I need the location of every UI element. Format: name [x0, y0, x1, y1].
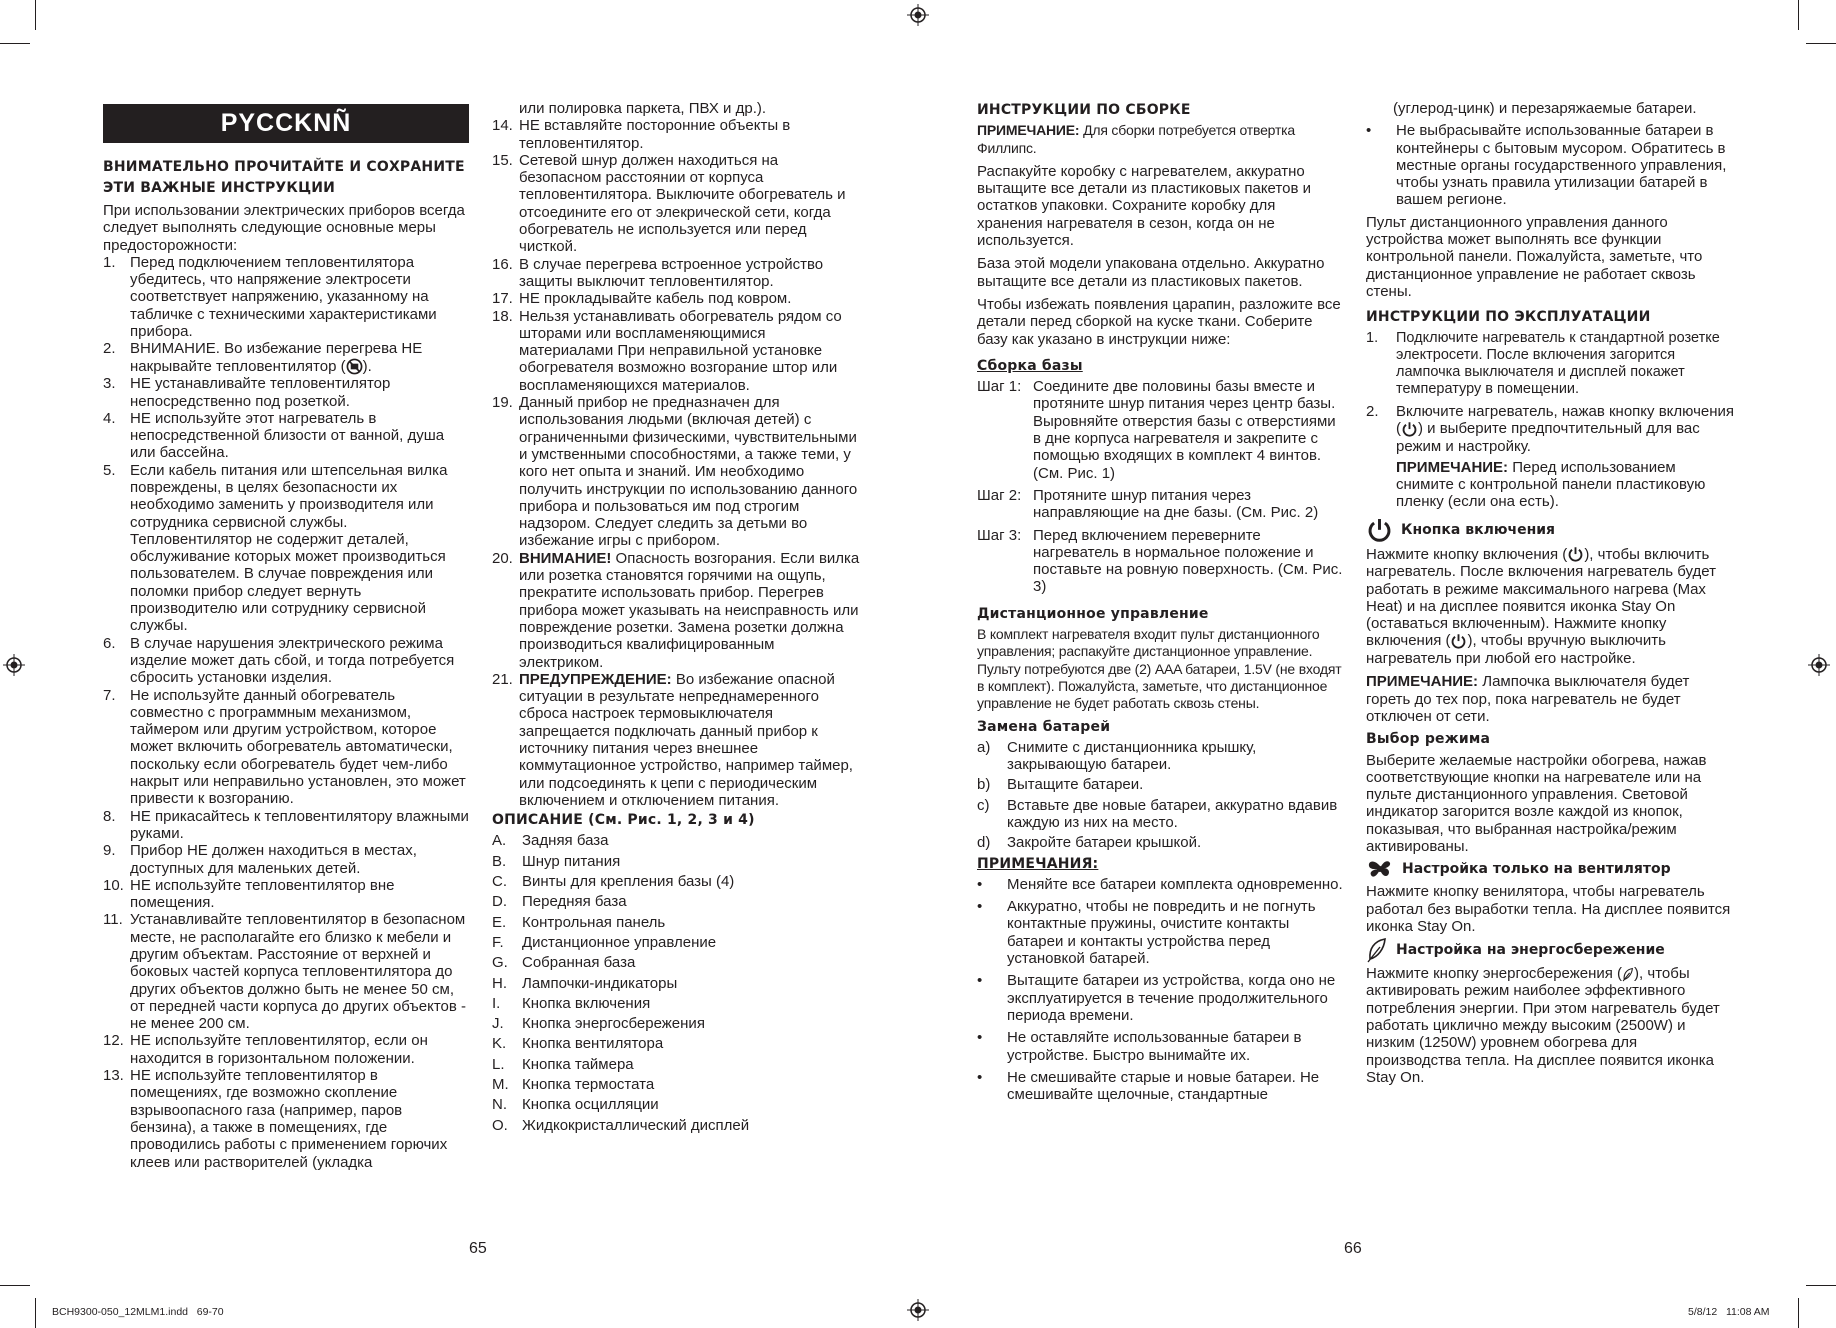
list-item: 1. Перед подключением тепловентилятора убедитесь, что напряжение электросети соответствует напряжению, указанному на табличке с техническими характеристиками прибора. — [103, 253, 437, 341]
no-cover-icon — [346, 358, 363, 375]
fan-paragraph: Нажмите кнопку венилятора, чтобы нагреватель работал без выработки тепла. На дисплее появится иконка Stay On. — [1366, 883, 1731, 935]
list-item: 2. ВНИМАНИЕ. Во избежание перегрева НЕ накрывайте тепловентилятор ( ). — [103, 340, 423, 375]
power-icon — [1567, 546, 1584, 563]
left-page-column-2 — [492, 100, 862, 1137]
crop-mark — [0, 43, 30, 44]
list-item: • Аккуратно, чтобы не повредить и не погнуть контактные пружины, очистите контакты батареи и контакты устройства перед установкой батарей. — [977, 898, 1316, 968]
safety-list-part2 — [492, 117, 862, 809]
registration-mark-icon — [3, 654, 25, 676]
left-page-column-1 — [103, 98, 469, 1171]
list-item: 10. НЕ используйте тепловентилятор вне помещения. — [103, 876, 395, 912]
list-item: O. Жидкокристаллический дисплей — [492, 1116, 750, 1134]
list-item: A. Задняя база — [492, 832, 609, 850]
list-item: 9. Прибор НЕ должен находиться в местах, доступных для маленьких детей. — [103, 842, 417, 877]
eco-paragraph: Нажмите кнопку энергосбережения ( ), чтобы активировать режим наиболее эффективного потребления энергии. При этом нагреватель будет работать циклично между высоким (2500W) и низким (1250W) уровнем обогрева для производства тепла. На дисплее появится иконка Stay On. — [1366, 965, 1720, 1086]
registration-mark-icon — [1808, 654, 1830, 676]
crop-mark — [1806, 43, 1836, 44]
mode-heading: Выбор режима — [1366, 731, 1491, 748]
eco-heading: Настройка на энергосбережение — [1366, 937, 1736, 963]
list-item: E. Контрольная панель — [492, 913, 666, 931]
list-item: J. Кнопка энергосбережения — [492, 1015, 705, 1033]
list-item: 12. НЕ используйте тепловентилятор, если он находится в горизонтальном положении. — [103, 1032, 428, 1067]
power-icon — [1366, 517, 1393, 544]
list-item: • Меняйте все батареи комплекта одновременно. — [977, 875, 1343, 893]
power-note: ПРИМЕЧАНИЕ: Лампочка выключателя будет гореть до тех пор, пока нагреватель не будет отключен от сети. — [1366, 673, 1690, 725]
list-item: d) Закройте батареи крышкой. — [977, 834, 1202, 852]
leaf-icon — [1366, 937, 1388, 963]
language-banner: PYCCKNÑ — [103, 104, 469, 143]
list-item: Шаг 1: Соедините две половины базы вместе и протяните шнур питания через центр базы. Выровняйте отверстия базы с отверстиями в дне корпуса нагревателя и закрепите с помощью входящих в комплект 4 винтов. (См. Рис. 1) — [977, 378, 1336, 482]
list-item: D. Передняя база — [492, 893, 627, 911]
list-item: 18. Нельзя устанавливать обогреватель рядом со шторами или воспламеняющимися материалами При неправильной установке обогревателя возможно возгорание штор или воспламеняющихся материалов. — [492, 307, 842, 394]
registration-mark-icon — [907, 4, 929, 26]
list-item: F. Дистанционное управление — [492, 933, 717, 951]
registration-mark-icon — [907, 1299, 929, 1321]
crop-mark — [35, 0, 36, 30]
assembly-paragraph: База этой модели упакована отдельно. Аккуратно вытащите все детали из пластиковых пакетов. — [977, 255, 1325, 290]
notes-list-continued — [1366, 122, 1736, 208]
list-item: G. Собранная база — [492, 954, 636, 972]
power-paragraph: Нажмите кнопку включения ( ), чтобы включить нагреватель. После включения нагреватель будет работать в режиме максимального нагрева (Max Heat) и на дисплее появится иконка Stay On (оставаться включенным). Нажмите кнопку включения ( ), чтобы вручную выключить нагреватель при любой его настройке. — [1366, 545, 1717, 668]
footer-date: 5/8/12 11:08 AM — [1688, 1306, 1770, 1318]
description-list — [492, 832, 862, 1133]
crop-mark — [1798, 0, 1799, 30]
safety-list-part1 — [103, 254, 469, 1171]
power-icon — [1401, 421, 1418, 438]
list-item: L. Кнопка таймера — [492, 1055, 634, 1073]
page-number-left: 65 — [469, 1240, 487, 1257]
crop-mark — [0, 1285, 30, 1286]
list-item: M. Кнопка термостата — [492, 1076, 655, 1094]
list-item: • Не оставляйте использованные батареи в устройстве. Быстро вынимайте их. — [977, 1029, 1302, 1064]
list-item: 20. ВНИМАНИЕ! Опасность возгорания. Если вилка или розетка становятся горячими на ощупь, прекратите использовать прибор. Перегрев прибора может указывать на неисправность или повреждение розетки. Замена розетки должна производиться квалифицированным электриком. — [492, 549, 860, 671]
fan-heading: Настройка только на вентилятор — [1366, 857, 1736, 881]
list-item: 21. ПРЕДУПРЕЖДЕНИЕ: Во избежание опасной ситуации в результате непреднамеренного сброса настроек термовыключателя запрещается подключать данный прибор к источнику питания через внешнее коммутационное устройство, например таймер, или подсоединять к цепи с периодическим включением и отключением питания. — [492, 670, 853, 809]
list-item: a) Снимите с дистанционника крышку, закрывающую батареи. — [977, 738, 1257, 774]
list-item: Шаг 2: Протяните шнур питания через направляющие на дне базы. (См. Рис. 2) — [977, 486, 1319, 522]
right-page-column-2 — [1366, 100, 1736, 1092]
list-item: 2. Включите нагреватель, нажав кнопку включения ( ) и выберите предпочтительный для вас режим и настройку. — [1366, 402, 1735, 455]
notes-heading: ПРИМЕЧАНИЯ: — [977, 855, 1099, 872]
remote-note-paragraph: Пульт дистанционного управления данного устройства может выполнять все функции контрольной панели. Пожалуйста, заметьте, что дистанционное управление не работает сквозь стены. — [1366, 213, 1703, 300]
right-page-column-1 — [977, 100, 1343, 1108]
list-item: 8. НЕ прикасайтесь к тепловентилятору влажными руками. — [103, 807, 469, 842]
list-item: • Вытащите батареи из устройства, когда оно не эксплуатируется в течение продолжительного периода времени. — [977, 972, 1336, 1024]
operation-note: ПРИМЕЧАНИЕ: Перед использованием снимите с контрольной панели пластиковую пленку (если она есть). — [1396, 458, 1706, 511]
list-item: C. Винты для крепления базы (4) — [492, 873, 735, 891]
list-item: 11. Устанавливайте тепловентилятор в безопасном месте, не располагайте его близко к мебели и другим объектам. Расстояние от верхней и боковых частей корпуса тепловентилятора до других объектов должно быть не менее 50 см, от передней части корпуса до других объектов - не менее 200 см. — [103, 911, 467, 1033]
battery-heading: Замена батарей — [977, 718, 1111, 735]
list-item: 16. В случае перегрева встроенное устройство защиты выключит тепловентилятор. — [492, 255, 824, 290]
base-assembly-heading: Сборка базы — [977, 357, 1083, 374]
important-instructions-heading: ВНИМАТЕЛЬНО ПРОЧИТАЙТЕ И СОХРАНИТЕ ЭТИ ВАЖНЫЕ ИНСТРУКЦИИ — [103, 159, 465, 196]
mode-paragraph: Выберите желаемые настройки обогрева, нажав соответствующие кнопки на нагревателе или на пульте дистанционного управления. Световой индикатор загорится возле каждой из кнопок, показывая, что выбранная настройка/режим активированы. — [1366, 751, 1707, 855]
list-item: 13. НЕ используйте тепловентилятор в помещениях, где возможно скопление взрывоопасного газа (например, паров бензина), а также в помещениях, где проводились работы с применением горючих клеев или растворителей (укладка — [103, 1067, 448, 1171]
operation-heading: ИНСТРУКЦИИ ПО ЭКСПЛУАТАЦИИ — [1366, 309, 1651, 326]
list-item: b) Вытащите батареи. — [977, 776, 1144, 794]
list-item: 1. Подключите нагреватель к стандартной розетке электросети. После включения загорится лампочка выключателя и дисплей покажет температуру в помещении. — [1366, 329, 1720, 398]
assembly-note: ПРИМЕЧАНИЕ: Для сборки потребуется отвертка Филлипс. — [977, 122, 1295, 156]
list-item: c) Вставьте две новые батареи, аккуратно вдавив каждую из них на место. — [977, 796, 1338, 831]
remote-paragraph: В комплект нагревателя входит пульт дистанционного управления; распакуйте дистанционное управление. Пульту потребуются две (2) AAA батареи, 1.5V (не входят в комплект). Пожалуйста, заметьте, что дистанционное управление не будет работать сквозь стены. — [977, 626, 1342, 712]
list-item: H. Лампочки-индикаторы — [492, 974, 678, 992]
power-heading: Кнопка включения — [1366, 517, 1736, 544]
list-item: • Не смешивайте старые и новые батареи. Не смешивайте щелочные, стандартные — [977, 1068, 1320, 1104]
assembly-paragraph: Чтобы избежать появления царапин, разложите все детали перед сборкой на куске ткани. Соберите базу как указано в инструкции ниже: — [977, 295, 1341, 348]
notes-list — [977, 876, 1343, 1104]
fan-icon — [1366, 857, 1394, 881]
notes-continuation: (углерод-цинк) и перезаряжаемые батареи. — [1393, 100, 1697, 117]
battery-steps — [977, 739, 1343, 852]
footer-filename: BCH9300-050_12MLM1.indd 69-70 — [52, 1306, 224, 1318]
list-item: 17. НЕ прокладывайте кабель под ковром. — [492, 290, 792, 308]
crop-mark — [35, 1298, 36, 1328]
crop-mark — [1798, 1298, 1799, 1328]
list-item: 7. Не используйте данный обогреватель совместно с программным механизмом, таймером или другим устройством, которое может включить обогреватель автоматически, поскольку если обогреватель будет чем-либо накрыт или неправильно установлен, это может привести к возгоранию. — [103, 686, 466, 808]
remote-heading: Дистанционное управление — [977, 605, 1209, 622]
power-icon — [1450, 633, 1467, 650]
list-item: 3. НЕ устанавливайте тепловентилятор непосредственно под розеткой. — [103, 375, 391, 410]
list-item: B. Шнур питания — [492, 852, 621, 870]
list-item: 5. Если кабель питания или штепсельная вилка повреждены, в целях безопасности их необходимо заменить у производителя или сотрудника сервисной службы. Тепловентилятор не содержит деталей, обслуживание которых может производиться пользователем. В случае повреждения или поломки прибор следует вернуть производителю или сотруднику сервисной службы. — [103, 461, 448, 635]
assembly-heading: ИНСТРУКЦИИ ПО СБОРКЕ — [977, 102, 1191, 118]
list-item: Шаг 3: Перед включением переверните нагреватель в нормальное положение и поставьте на ровную поверхность. (См. Рис. 3) — [977, 526, 1343, 596]
assembly-paragraph: Распакуйте коробку с нагревателем, аккуратно вытащите все детали из пластиковых пакетов и остатков упаковки. Сохраните коробку для хранения нагревателя в сезон, когда он не используется. — [977, 162, 1311, 250]
safety-continuation: или полировка паркета, ПВХ и др.). — [519, 100, 767, 117]
list-item: 14. НЕ вставляйте посторонние объекты в тепловентилятор. — [492, 117, 791, 152]
intro-text: При использовании электрических приборов всегда следует выполнять следующие основные меры предосторожности: — [103, 202, 465, 254]
list-item: 19. Данный прибор не предназначен для использования людьми (включая детей) с ограниченными физическими, чувствительными и умственными способностями, а также теми, у кого нет опыта и знаний. Им необходимо получить инструкции по использованию данного прибора и пользоваться им под строгим надзором. Следует следить за детьми во избежание игры с прибором. — [492, 394, 858, 550]
list-item: 4. НЕ используйте этот нагреватель в непосредственной близости от ванной, душа или бассейна. — [103, 409, 445, 462]
list-item: 6. В случае нарушения электрического режима изделие может дать сбой, и тогда потребуется сбросить установки изделия. — [103, 634, 455, 687]
list-item: 15. Сетевой шнур должен находиться на безопасном расстоянии от корпуса тепловентилятора. Выключите обогреватель и отсоедините его от элекрической сети, когда обогреватель не используется или перед чисткой. — [492, 151, 846, 256]
list-item: N. Кнопка осцилляции — [492, 1096, 659, 1114]
leaf-icon — [1622, 967, 1634, 982]
description-heading: ОПИСАНИЕ (См. Рис. 1, 2, 3 и 4) — [492, 812, 755, 829]
crop-mark — [1806, 1285, 1836, 1286]
page-number-right: 66 — [1344, 1240, 1362, 1257]
list-item: I. Кнопка включения — [492, 994, 651, 1012]
list-item: K. Кнопка вентилятора — [492, 1035, 664, 1053]
list-item: • Не выбрасывайте использованные батареи в контейнеры с бытовым мусором. Обратитесь в местные органы государственного управления, чтобы узнать правила утилизации батарей в вашем регионе. — [1366, 122, 1727, 209]
